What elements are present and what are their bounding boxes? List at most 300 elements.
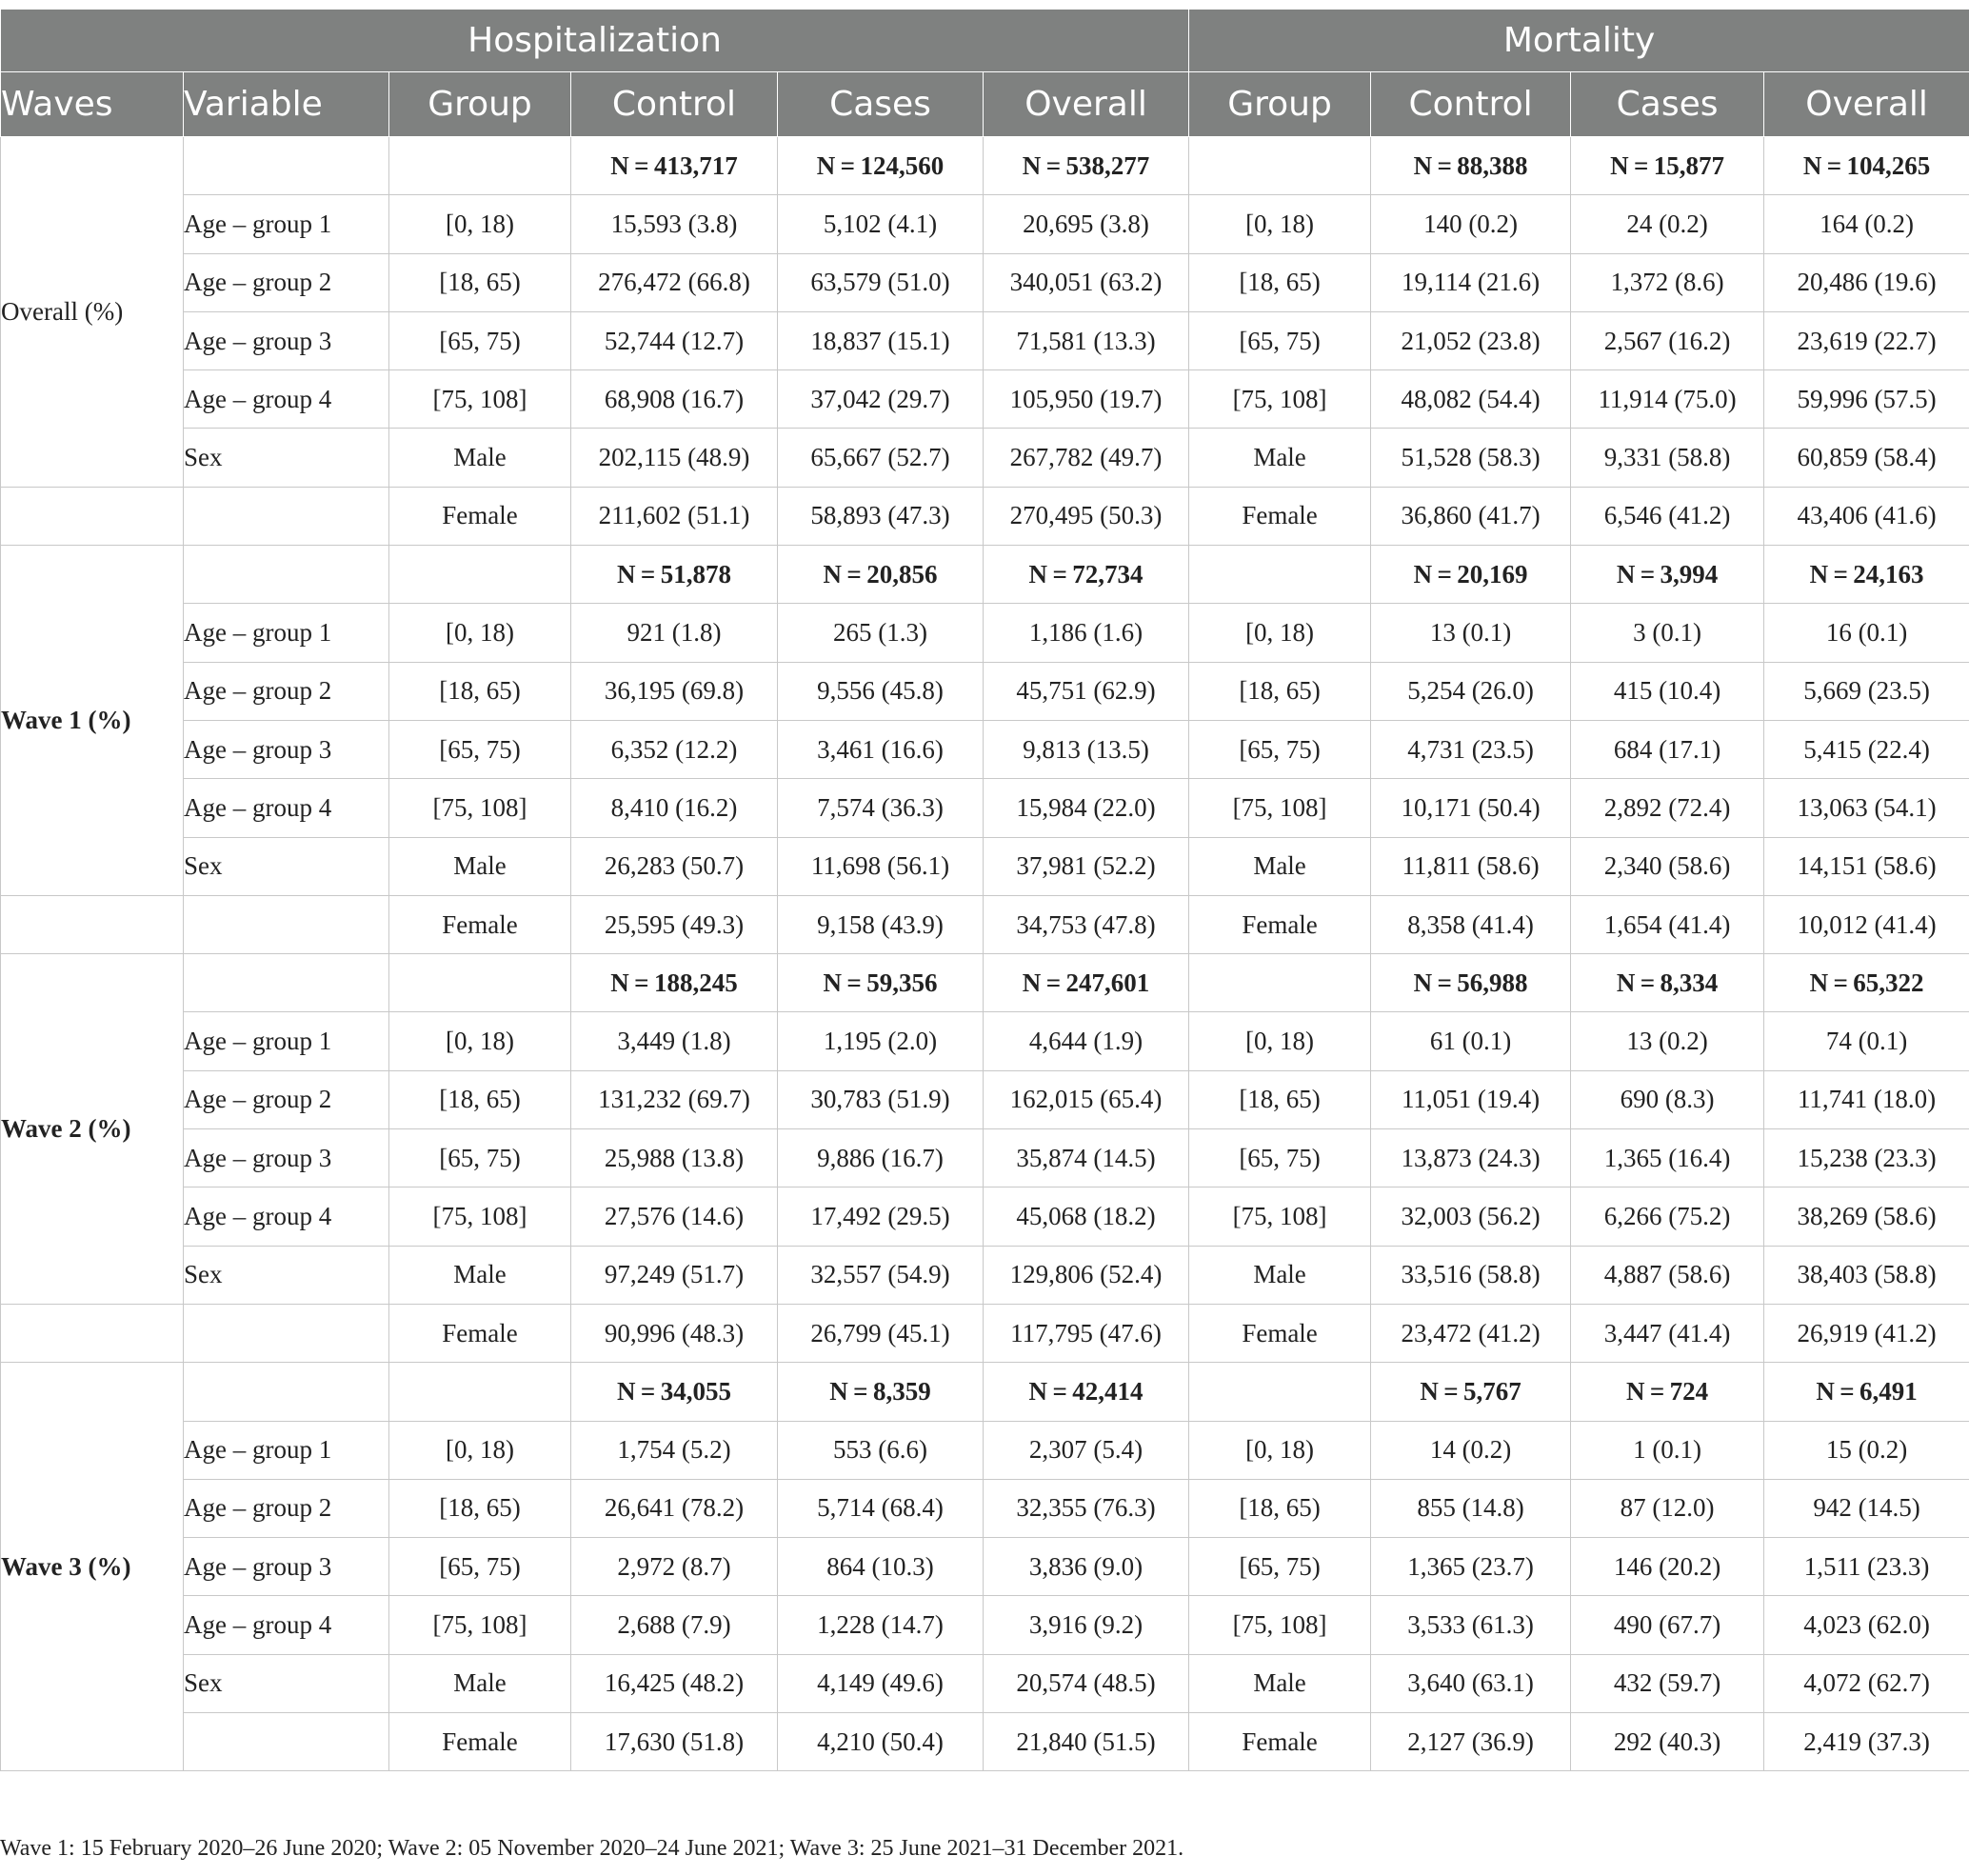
mort-overall-cell: 38,403 (58.8) [1764, 1246, 1969, 1304]
mort-overall-cell: 43,406 (41.6) [1764, 487, 1969, 545]
variable-cell: Age – group 2 [184, 253, 389, 311]
wave-label: Wave 1 (%) [1, 546, 184, 896]
demographics-table [0, 9, 1969, 1771]
mort-n-count: N = 65,322 [1764, 954, 1969, 1012]
col-header-mort-group: Group [1189, 72, 1371, 137]
mort-control-cell: 51,528 (58.3) [1371, 429, 1571, 487]
mort-overall-cell: 59,996 (57.5) [1764, 370, 1969, 429]
hosp-group-cell: [75, 108] [389, 1596, 571, 1654]
table-row [1, 720, 1969, 778]
variable-cell: Age – group 1 [184, 1421, 389, 1479]
mort-n-count: N = 6,491 [1764, 1363, 1969, 1421]
mort-group-cell: [65, 75) [1189, 1129, 1371, 1187]
mort-group-cell: [18, 65) [1189, 662, 1371, 720]
mort-cases-cell: 13 (0.2) [1571, 1012, 1764, 1070]
mort-cases-cell: 2,340 (58.6) [1571, 837, 1764, 895]
empty-cell [1, 1304, 184, 1362]
mort-control-cell: 14 (0.2) [1371, 1421, 1571, 1479]
hosp-control-cell: 52,744 (12.7) [571, 311, 778, 369]
mort-overall-cell: 15 (0.2) [1764, 1421, 1969, 1479]
variable-cell [184, 487, 389, 545]
hosp-overall-cell: 162,015 (65.4) [984, 1070, 1189, 1128]
variable-cell [184, 1304, 389, 1362]
table-row [1, 604, 1969, 662]
hosp-cases-cell: 30,783 (51.9) [778, 1070, 984, 1128]
hosp-group-cell: [0, 18) [389, 195, 571, 253]
hosp-group-cell: [0, 18) [389, 1421, 571, 1479]
hospitalization-header: Hospitalization [1, 10, 1189, 72]
variable-cell: Age – group 2 [184, 1070, 389, 1128]
hosp-control-cell: 90,996 (48.3) [571, 1304, 778, 1362]
hosp-group-cell: [75, 108] [389, 779, 571, 837]
hosp-overall-cell: 20,574 (48.5) [984, 1654, 1189, 1712]
hosp-cases-cell: 1,195 (2.0) [778, 1012, 984, 1070]
hosp-group-cell: [0, 18) [389, 604, 571, 662]
mort-group-cell: Male [1189, 837, 1371, 895]
mort-overall-cell: 26,919 (41.2) [1764, 1304, 1969, 1362]
hosp-group-cell: [65, 75) [389, 311, 571, 369]
table-row [1, 895, 1969, 953]
mort-control-cell: 140 (0.2) [1371, 195, 1571, 253]
hosp-control-cell: 25,988 (13.8) [571, 1129, 778, 1187]
table-header [1, 10, 1969, 137]
mort-control-cell: 3,640 (63.1) [1371, 1654, 1571, 1712]
mort-n-count: N = 88,388 [1371, 137, 1571, 195]
mort-group-cell: Female [1189, 1304, 1371, 1362]
hosp-n-count: N = 34,055 [571, 1363, 778, 1421]
hosp-overall-cell: 267,782 (49.7) [984, 429, 1189, 487]
hosp-overall-cell: 34,753 (47.8) [984, 895, 1189, 953]
mort-overall-cell: 60,859 (58.4) [1764, 429, 1969, 487]
mort-overall-cell: 5,669 (23.5) [1764, 662, 1969, 720]
variable-cell: Age – group 3 [184, 311, 389, 369]
col-header-mort-control: Control [1371, 72, 1571, 137]
mort-group-cell: Female [1189, 487, 1371, 545]
table-row [1, 1012, 1969, 1070]
hosp-group-cell: [65, 75) [389, 1538, 571, 1596]
hosp-cases-cell: 32,557 (54.9) [778, 1246, 984, 1304]
col-header-hosp-group: Group [389, 72, 571, 137]
mort-group-cell: [18, 65) [1189, 253, 1371, 311]
hosp-control-cell: 3,449 (1.8) [571, 1012, 778, 1070]
hosp-cases-cell: 9,158 (43.9) [778, 895, 984, 953]
hosp-group-cell: [65, 75) [389, 1129, 571, 1187]
mort-group-cell: [65, 75) [1189, 311, 1371, 369]
mort-control-cell: 855 (14.8) [1371, 1479, 1571, 1537]
hosp-overall-cell: 270,495 (50.3) [984, 487, 1189, 545]
mort-control-cell: 1,365 (23.7) [1371, 1538, 1571, 1596]
wave-label: Wave 3 (%) [1, 1363, 184, 1771]
mort-cases-cell: 292 (40.3) [1571, 1713, 1764, 1771]
mort-control-cell: 8,358 (41.4) [1371, 895, 1571, 953]
hosp-control-cell: 17,630 (51.8) [571, 1713, 778, 1771]
hosp-cases-cell: 1,228 (14.7) [778, 1596, 984, 1654]
hosp-cases-cell: 65,667 (52.7) [778, 429, 984, 487]
hosp-overall-cell: 117,795 (47.6) [984, 1304, 1189, 1362]
hosp-overall-cell: 20,695 (3.8) [984, 195, 1189, 253]
mort-cases-cell: 1 (0.1) [1571, 1421, 1764, 1479]
mort-group-cell: Male [1189, 1246, 1371, 1304]
variable-cell: Sex [184, 837, 389, 895]
mort-n-count: N = 24,163 [1764, 546, 1969, 604]
table-row [1, 1596, 1969, 1654]
mort-cases-cell: 6,266 (75.2) [1571, 1187, 1764, 1246]
hosp-control-cell: 8,410 (16.2) [571, 779, 778, 837]
hosp-cases-cell: 4,210 (50.4) [778, 1713, 984, 1771]
mort-control-cell: 2,127 (36.9) [1371, 1713, 1571, 1771]
col-header-mort-cases: Cases [1571, 72, 1764, 137]
hosp-n-count: N = 51,878 [571, 546, 778, 604]
mort-control-cell: 36,860 (41.7) [1371, 487, 1571, 545]
mort-control-cell: 23,472 (41.2) [1371, 1304, 1571, 1362]
table-row [1, 1304, 1969, 1362]
variable-cell: Age – group 3 [184, 720, 389, 778]
col-header-hosp-control: Control [571, 72, 778, 137]
mort-group-cell: [0, 18) [1189, 1012, 1371, 1070]
variable-cell: Sex [184, 1654, 389, 1712]
table-row [1, 370, 1969, 429]
hosp-group-cell: Female [389, 487, 571, 545]
hosp-overall-cell: 4,644 (1.9) [984, 1012, 1189, 1070]
hosp-n-count: N = 20,856 [778, 546, 984, 604]
mort-cases-cell: 4,887 (58.6) [1571, 1246, 1764, 1304]
hosp-group-cell: Male [389, 429, 571, 487]
empty-cell [1189, 546, 1371, 604]
hosp-cases-cell: 5,714 (68.4) [778, 1479, 984, 1537]
mort-n-count: N = 15,877 [1571, 137, 1764, 195]
mort-control-cell: 21,052 (23.8) [1371, 311, 1571, 369]
mort-group-cell: [0, 18) [1189, 604, 1371, 662]
hosp-overall-cell: 37,981 (52.2) [984, 837, 1189, 895]
hosp-control-cell: 27,576 (14.6) [571, 1187, 778, 1246]
hosp-group-cell: Female [389, 895, 571, 953]
mort-group-cell: Male [1189, 1654, 1371, 1712]
hosp-control-cell: 211,602 (51.1) [571, 487, 778, 545]
hosp-overall-cell: 2,307 (5.4) [984, 1421, 1189, 1479]
empty-cell [389, 954, 571, 1012]
mort-cases-cell: 87 (12.0) [1571, 1479, 1764, 1537]
mort-group-cell: [75, 108] [1189, 370, 1371, 429]
mort-n-count: N = 20,169 [1371, 546, 1571, 604]
table-body [1, 137, 1969, 1771]
mort-control-cell: 5,254 (26.0) [1371, 662, 1571, 720]
n-row [1, 954, 1969, 1012]
hosp-n-count: N = 59,356 [778, 954, 984, 1012]
hosp-overall-cell: 1,186 (1.6) [984, 604, 1189, 662]
hosp-control-cell: 921 (1.8) [571, 604, 778, 662]
n-row [1, 546, 1969, 604]
variable-cell [184, 1713, 389, 1771]
hosp-control-cell: 202,115 (48.9) [571, 429, 778, 487]
hosp-group-cell: [18, 65) [389, 1070, 571, 1128]
hosp-cases-cell: 4,149 (49.6) [778, 1654, 984, 1712]
mort-overall-cell: 14,151 (58.6) [1764, 837, 1969, 895]
mort-n-count: N = 104,265 [1764, 137, 1969, 195]
hosp-n-count: N = 538,277 [984, 137, 1189, 195]
hosp-group-cell: [0, 18) [389, 1012, 571, 1070]
variable-cell: Age – group 1 [184, 604, 389, 662]
col-header-variable: Variable [184, 72, 389, 137]
table-row [1, 1421, 1969, 1479]
variable-cell: Age – group 3 [184, 1538, 389, 1596]
mort-group-cell: [65, 75) [1189, 1538, 1371, 1596]
hosp-control-cell: 26,283 (50.7) [571, 837, 778, 895]
mort-group-cell: Male [1189, 429, 1371, 487]
mort-control-cell: 10,171 (50.4) [1371, 779, 1571, 837]
hosp-overall-cell: 45,751 (62.9) [984, 662, 1189, 720]
empty-cell [1, 487, 184, 545]
table-row [1, 195, 1969, 253]
table-row [1, 1070, 1969, 1128]
mort-cases-cell: 3 (0.1) [1571, 604, 1764, 662]
mort-n-count: N = 3,994 [1571, 546, 1764, 604]
mort-cases-cell: 9,331 (58.8) [1571, 429, 1764, 487]
mort-control-cell: 61 (0.1) [1371, 1012, 1571, 1070]
hosp-overall-cell: 21,840 (51.5) [984, 1713, 1189, 1771]
hosp-group-cell: [75, 108] [389, 370, 571, 429]
mort-control-cell: 11,811 (58.6) [1371, 837, 1571, 895]
mort-control-cell: 19,114 (21.6) [1371, 253, 1571, 311]
hosp-overall-cell: 45,068 (18.2) [984, 1187, 1189, 1246]
hosp-group-cell: [18, 65) [389, 253, 571, 311]
hosp-cases-cell: 3,461 (16.6) [778, 720, 984, 778]
variable-cell: Age – group 4 [184, 1187, 389, 1246]
mort-overall-cell: 164 (0.2) [1764, 195, 1969, 253]
hosp-control-cell: 26,641 (78.2) [571, 1479, 778, 1537]
hosp-control-cell: 36,195 (69.8) [571, 662, 778, 720]
hosp-n-count: N = 188,245 [571, 954, 778, 1012]
hosp-control-cell: 68,908 (16.7) [571, 370, 778, 429]
mort-group-cell: [75, 108] [1189, 1596, 1371, 1654]
table-row [1, 837, 1969, 895]
hosp-cases-cell: 5,102 (4.1) [778, 195, 984, 253]
hosp-n-count: N = 72,734 [984, 546, 1189, 604]
hosp-n-count: N = 8,359 [778, 1363, 984, 1421]
hosp-overall-cell: 15,984 (22.0) [984, 779, 1189, 837]
hosp-control-cell: 15,593 (3.8) [571, 195, 778, 253]
hosp-n-count: N = 247,601 [984, 954, 1189, 1012]
hosp-group-cell: Male [389, 1246, 571, 1304]
hosp-overall-cell: 340,051 (63.2) [984, 253, 1189, 311]
hosp-control-cell: 16,425 (48.2) [571, 1654, 778, 1712]
mort-cases-cell: 146 (20.2) [1571, 1538, 1764, 1596]
mort-group-cell: [65, 75) [1189, 720, 1371, 778]
hosp-cases-cell: 37,042 (29.7) [778, 370, 984, 429]
mort-cases-cell: 1,372 (8.6) [1571, 253, 1764, 311]
hosp-cases-cell: 9,886 (16.7) [778, 1129, 984, 1187]
hosp-group-cell: Male [389, 837, 571, 895]
n-row [1, 1363, 1969, 1421]
mort-control-cell: 33,516 (58.8) [1371, 1246, 1571, 1304]
mort-overall-cell: 20,486 (19.6) [1764, 253, 1969, 311]
hosp-group-cell: [65, 75) [389, 720, 571, 778]
mort-group-cell: Female [1189, 895, 1371, 953]
variable-cell: Age – group 4 [184, 779, 389, 837]
hosp-control-cell: 2,972 (8.7) [571, 1538, 778, 1596]
hosp-control-cell: 1,754 (5.2) [571, 1421, 778, 1479]
empty-cell [1189, 1363, 1371, 1421]
table-row [1, 662, 1969, 720]
mort-control-cell: 13 (0.1) [1371, 604, 1571, 662]
table-row [1, 311, 1969, 369]
mort-cases-cell: 24 (0.2) [1571, 195, 1764, 253]
variable-cell [184, 895, 389, 953]
table-row [1, 1538, 1969, 1596]
mort-cases-cell: 6,546 (41.2) [1571, 487, 1764, 545]
mort-cases-cell: 11,914 (75.0) [1571, 370, 1764, 429]
table-row [1, 253, 1969, 311]
mort-overall-cell: 10,012 (41.4) [1764, 895, 1969, 953]
variable-cell: Age – group 3 [184, 1129, 389, 1187]
wave-label: Overall (%) [1, 137, 184, 488]
hosp-cases-cell: 11,698 (56.1) [778, 837, 984, 895]
mortality-header: Mortality [1189, 10, 1969, 72]
col-header-mort-overall: Overall [1764, 72, 1969, 137]
empty-cell [389, 1363, 571, 1421]
hosp-cases-cell: 58,893 (47.3) [778, 487, 984, 545]
mort-group-cell: [18, 65) [1189, 1479, 1371, 1537]
table-row [1, 1654, 1969, 1712]
hosp-control-cell: 25,595 (49.3) [571, 895, 778, 953]
n-row [1, 137, 1969, 195]
table-row [1, 1246, 1969, 1304]
hosp-cases-cell: 26,799 (45.1) [778, 1304, 984, 1362]
empty-cell [389, 137, 571, 195]
hosp-control-cell: 276,472 (66.8) [571, 253, 778, 311]
hosp-cases-cell: 63,579 (51.0) [778, 253, 984, 311]
variable-cell: Age – group 4 [184, 370, 389, 429]
col-header-hosp-overall: Overall [984, 72, 1189, 137]
mort-group-cell: [0, 18) [1189, 195, 1371, 253]
mort-cases-cell: 2,567 (16.2) [1571, 311, 1764, 369]
wave-label: Wave 2 (%) [1, 954, 184, 1305]
table-row [1, 1187, 1969, 1246]
empty-cell [1189, 137, 1371, 195]
variable-cell: Age – group 2 [184, 1479, 389, 1537]
hosp-cases-cell: 553 (6.6) [778, 1421, 984, 1479]
empty-cell [184, 546, 389, 604]
mort-group-cell: Female [1189, 1713, 1371, 1771]
table-row [1, 1129, 1969, 1187]
mort-cases-cell: 2,892 (72.4) [1571, 779, 1764, 837]
empty-cell [184, 954, 389, 1012]
hosp-overall-cell: 32,355 (76.3) [984, 1479, 1189, 1537]
empty-cell [184, 137, 389, 195]
col-header-waves: Waves [1, 72, 184, 137]
mort-overall-cell: 5,415 (22.4) [1764, 720, 1969, 778]
mort-cases-cell: 432 (59.7) [1571, 1654, 1764, 1712]
footnote: Wave 1: 15 February 2020–26 June 2020; Wave 2: 05 November 2020–24 June 2021; Wave 3: 25 June 2021–31 December 2021. [0, 1836, 1184, 1861]
hosp-control-cell: 97,249 (51.7) [571, 1246, 778, 1304]
mort-overall-cell: 13,063 (54.1) [1764, 779, 1969, 837]
hosp-cases-cell: 7,574 (36.3) [778, 779, 984, 837]
mort-cases-cell: 1,654 (41.4) [1571, 895, 1764, 953]
hosp-cases-cell: 9,556 (45.8) [778, 662, 984, 720]
mort-overall-cell: 1,511 (23.3) [1764, 1538, 1969, 1596]
mort-group-cell: [75, 108] [1189, 779, 1371, 837]
hosp-group-cell: Female [389, 1713, 571, 1771]
hosp-group-cell: Female [389, 1304, 571, 1362]
hosp-control-cell: 6,352 (12.2) [571, 720, 778, 778]
empty-cell [184, 1363, 389, 1421]
mort-cases-cell: 3,447 (41.4) [1571, 1304, 1764, 1362]
empty-cell [1, 895, 184, 953]
mort-overall-cell: 16 (0.1) [1764, 604, 1969, 662]
hosp-overall-cell: 3,916 (9.2) [984, 1596, 1189, 1654]
mort-overall-cell: 2,419 (37.3) [1764, 1713, 1969, 1771]
variable-cell: Age – group 1 [184, 1012, 389, 1070]
mort-group-cell: [0, 18) [1189, 1421, 1371, 1479]
hosp-group-cell: [18, 65) [389, 662, 571, 720]
hosp-control-cell: 2,688 (7.9) [571, 1596, 778, 1654]
mort-overall-cell: 74 (0.1) [1764, 1012, 1969, 1070]
table-row [1, 1713, 1969, 1771]
hosp-group-cell: [18, 65) [389, 1479, 571, 1537]
mort-n-count: N = 724 [1571, 1363, 1764, 1421]
hosp-cases-cell: 18,837 (15.1) [778, 311, 984, 369]
hosp-group-cell: Male [389, 1654, 571, 1712]
hosp-control-cell: 131,232 (69.7) [571, 1070, 778, 1128]
hosp-overall-cell: 71,581 (13.3) [984, 311, 1189, 369]
hosp-cases-cell: 17,492 (29.5) [778, 1187, 984, 1246]
hosp-group-cell: [75, 108] [389, 1187, 571, 1246]
variable-cell: Sex [184, 1246, 389, 1304]
hosp-overall-cell: 105,950 (19.7) [984, 370, 1189, 429]
mort-overall-cell: 942 (14.5) [1764, 1479, 1969, 1537]
mort-n-count: N = 5,767 [1371, 1363, 1571, 1421]
mort-overall-cell: 38,269 (58.6) [1764, 1187, 1969, 1246]
mort-control-cell: 32,003 (56.2) [1371, 1187, 1571, 1246]
hosp-cases-cell: 864 (10.3) [778, 1538, 984, 1596]
table-row [1, 487, 1969, 545]
mort-group-cell: [18, 65) [1189, 1070, 1371, 1128]
table-row [1, 1479, 1969, 1537]
mort-cases-cell: 415 (10.4) [1571, 662, 1764, 720]
hosp-n-count: N = 124,560 [778, 137, 984, 195]
hosp-overall-cell: 9,813 (13.5) [984, 720, 1189, 778]
hosp-cases-cell: 265 (1.3) [778, 604, 984, 662]
hosp-overall-cell: 129,806 (52.4) [984, 1246, 1189, 1304]
variable-cell: Age – group 1 [184, 195, 389, 253]
hosp-overall-cell: 35,874 (14.5) [984, 1129, 1189, 1187]
table-row [1, 429, 1969, 487]
empty-cell [389, 546, 571, 604]
mort-control-cell: 48,082 (54.4) [1371, 370, 1571, 429]
mort-overall-cell: 4,023 (62.0) [1764, 1596, 1969, 1654]
mort-cases-cell: 690 (8.3) [1571, 1070, 1764, 1128]
mort-overall-cell: 4,072 (62.7) [1764, 1654, 1969, 1712]
variable-cell: Age – group 4 [184, 1596, 389, 1654]
mort-cases-cell: 490 (67.7) [1571, 1596, 1764, 1654]
hosp-n-count: N = 413,717 [571, 137, 778, 195]
mort-overall-cell: 23,619 (22.7) [1764, 311, 1969, 369]
hosp-overall-cell: 3,836 (9.0) [984, 1538, 1189, 1596]
empty-cell [1189, 954, 1371, 1012]
mort-overall-cell: 11,741 (18.0) [1764, 1070, 1969, 1128]
col-header-hosp-cases: Cases [778, 72, 984, 137]
mort-n-count: N = 56,988 [1371, 954, 1571, 1012]
mort-cases-cell: 684 (17.1) [1571, 720, 1764, 778]
hosp-n-count: N = 42,414 [984, 1363, 1189, 1421]
mort-control-cell: 4,731 (23.5) [1371, 720, 1571, 778]
variable-cell: Sex [184, 429, 389, 487]
table-row [1, 779, 1969, 837]
mort-group-cell: [75, 108] [1189, 1187, 1371, 1246]
mort-n-count: N = 8,334 [1571, 954, 1764, 1012]
mort-control-cell: 3,533 (61.3) [1371, 1596, 1571, 1654]
mort-control-cell: 11,051 (19.4) [1371, 1070, 1571, 1128]
mort-overall-cell: 15,238 (23.3) [1764, 1129, 1969, 1187]
